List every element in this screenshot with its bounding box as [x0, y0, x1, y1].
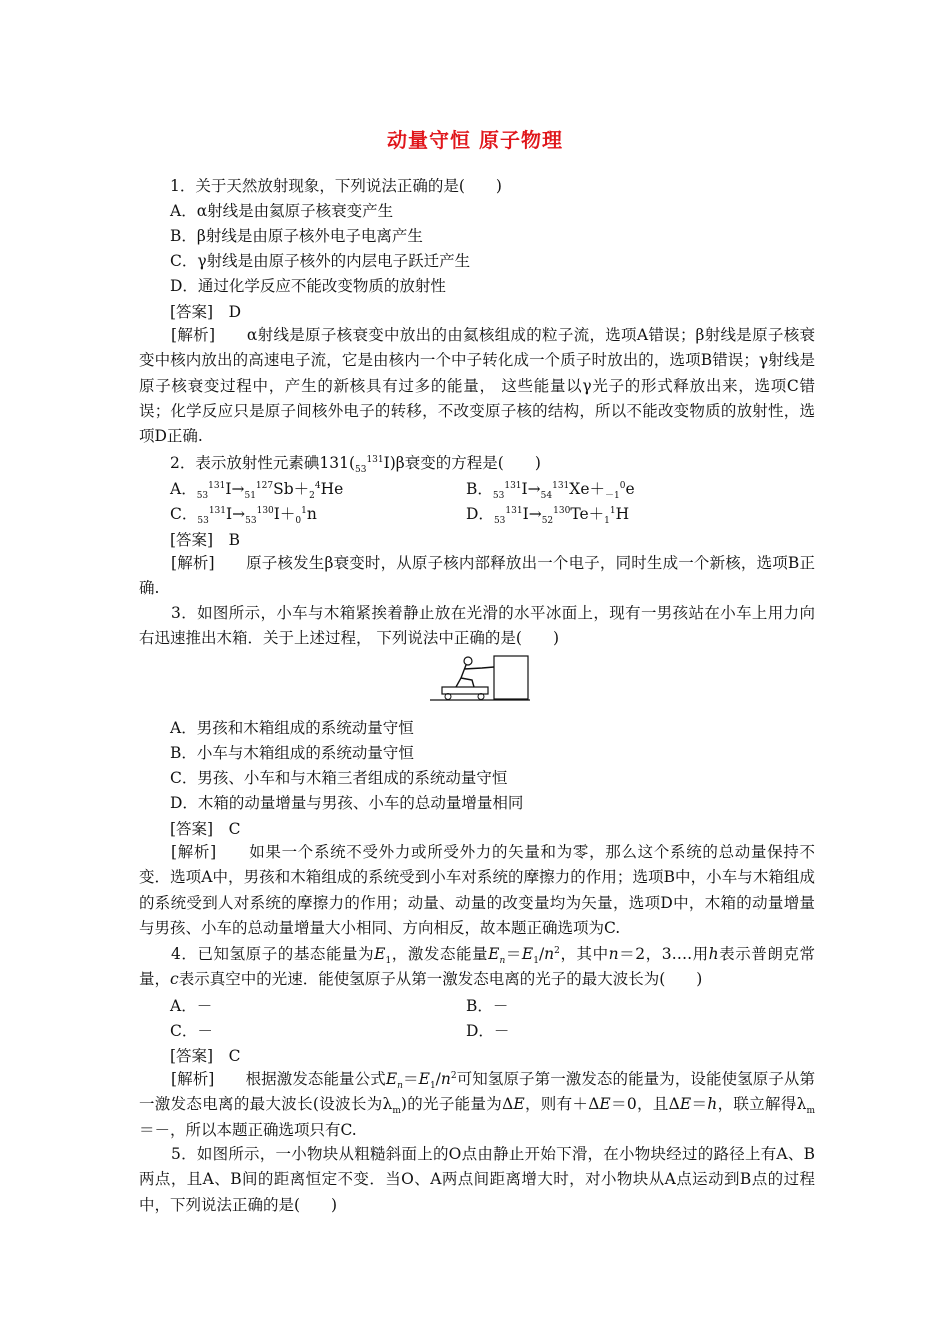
q4-option-c: C．－	[170, 1022, 213, 1040]
q2-option-b: B．$_{53}^{131}I\to_{54}^{131}Xe+_{-1}^0e$	[466, 480, 635, 502]
q4-analysis: [解析] 根据激发态能量公式$E_n=E_1/n^2$可知氢原子第一激发态的能量为，设能使氢原子从第一激发态电离的最大波长(设波长为$\lambda_m$)的光子能量为ΔE，则有＋ΔE＝0，且ΔE＝h，联立解得$\lambda_m=-$，所以本题正确选项只有C.	[139, 1070, 815, 1139]
q4-option-a: A．－	[170, 997, 213, 1015]
q3-option-b: B．小车与木箱组成的系统动量守恒	[170, 744, 414, 762]
q3-option-c: C．男孩、小车和与木箱三者组成的系统动量守恒	[170, 769, 508, 787]
q1-option-a: A．α射线是由氦原子核衰变产生	[170, 202, 394, 220]
q4-stem: 4．已知氢原子的基态能量为$E_1$，激发态能量$E_n=E_1/n^2$，其中n＝2，3….用h表示普朗克常量，c表示真空中的光速．能使氢原子从第一激发态电离的光子的最大波长为( )	[139, 945, 815, 989]
q1-stem: 1．关于天然放射现象，下列说法正确的是( )	[170, 177, 502, 195]
q2-stem: 2．表示放射性元素碘$131(_{53}^{131}I)\beta$衰变的方程是( )	[170, 454, 541, 476]
q3-stem: 3．如图所示，小车与木箱紧挨着静止放在光滑的水平冰面上，现有一男孩站在小车上用力向右迅速推出木箱．关于上述过程， 下列说法中正确的是( )	[139, 604, 815, 648]
q2-stem-part-1: 2．表示放射性元素碘131(	[170, 454, 355, 472]
q3-option-a: A．男孩和木箱组成的系统动量守恒	[170, 719, 414, 737]
q2-option-c: C．$_{53}^{131}I\to_{53}^{130}I+_0^1n$	[170, 505, 317, 527]
q2-answer: [答案] B	[170, 531, 240, 549]
q4-answer: [答案] C	[170, 1047, 241, 1065]
q1-option-b: B．β射线是由原子核外电子电离产生	[170, 227, 423, 245]
q3-analysis: [解析] 如果一个系统不受外力或所受外力的矢量和为零，那么这个系统的总动量保持不变．选项A中，男孩和木箱组成的系统受到小车对系统的摩擦力的作用；选项B中，小车与木箱组成的系统受到人对系统的摩擦力的作用；动量、动量的改变量均为矢量，选项D中，木箱的动量增量与男孩、小车的总动量增量大小相同、方向相反，故本题正确选项为C.	[139, 843, 815, 937]
q1-option-d: D．通过化学反应不能改变物质的放射性	[170, 277, 446, 295]
q2-option-a: A．$_{53}^{131}I\to_{51}^{127}Sb+_2^4He$	[170, 480, 344, 502]
boy-cart-box-figure	[428, 652, 532, 704]
q2-option-d: D．$_{53}^{131}I\to_{52}^{130}Te+_1^1H$	[466, 505, 630, 527]
q4-option-d: D．－	[466, 1022, 510, 1040]
q1-answer: [答案] D	[170, 303, 242, 321]
q3-answer: [答案] C	[170, 820, 241, 838]
q2-analysis: [解析] 原子核发生β衰变时，从原子核内部释放出一个电子，同时生成一个新核，选项B正确.	[139, 554, 815, 598]
q4-option-b: B．－	[466, 997, 509, 1015]
q1-analysis: [解析] α射线是原子核衰变中放出的由氦核组成的粒子流，选项A错误；β射线是原子核衰变中核内放出的高速电子流，它是由核内一个中子转化成一个质子时放出的，选项B错误；γ射线是原子核衰变过程中，产生的新核具有过多的能量， 这些能量以γ光子的形式释放出来，选项C错误；化学反应只是原子间核外电子的转移，不改变原子核的结构，所以不能改变物质的放射性，选项D正确.	[139, 326, 815, 446]
q1-option-c: C．γ射线是由原子核外的内层电子跃迁产生	[170, 252, 471, 270]
q2-stem-part-2: I)β衰变的方程是( )	[383, 454, 541, 472]
q3-option-d: D．木箱的动量增量与男孩、小车的总动量增量相同	[170, 794, 524, 812]
q5-stem: 5．如图所示，一小物块从粗糙斜面上的O点由静止开始下滑，在小物块经过的路径上有A、B两点，且A、B间的距离恒定不变．当O、A两点间距离增大时，对小物块从A点运动到B点的过程中，下列说法正确的是( )	[139, 1145, 815, 1214]
page-title: 动量守恒 原子物理	[387, 128, 563, 152]
